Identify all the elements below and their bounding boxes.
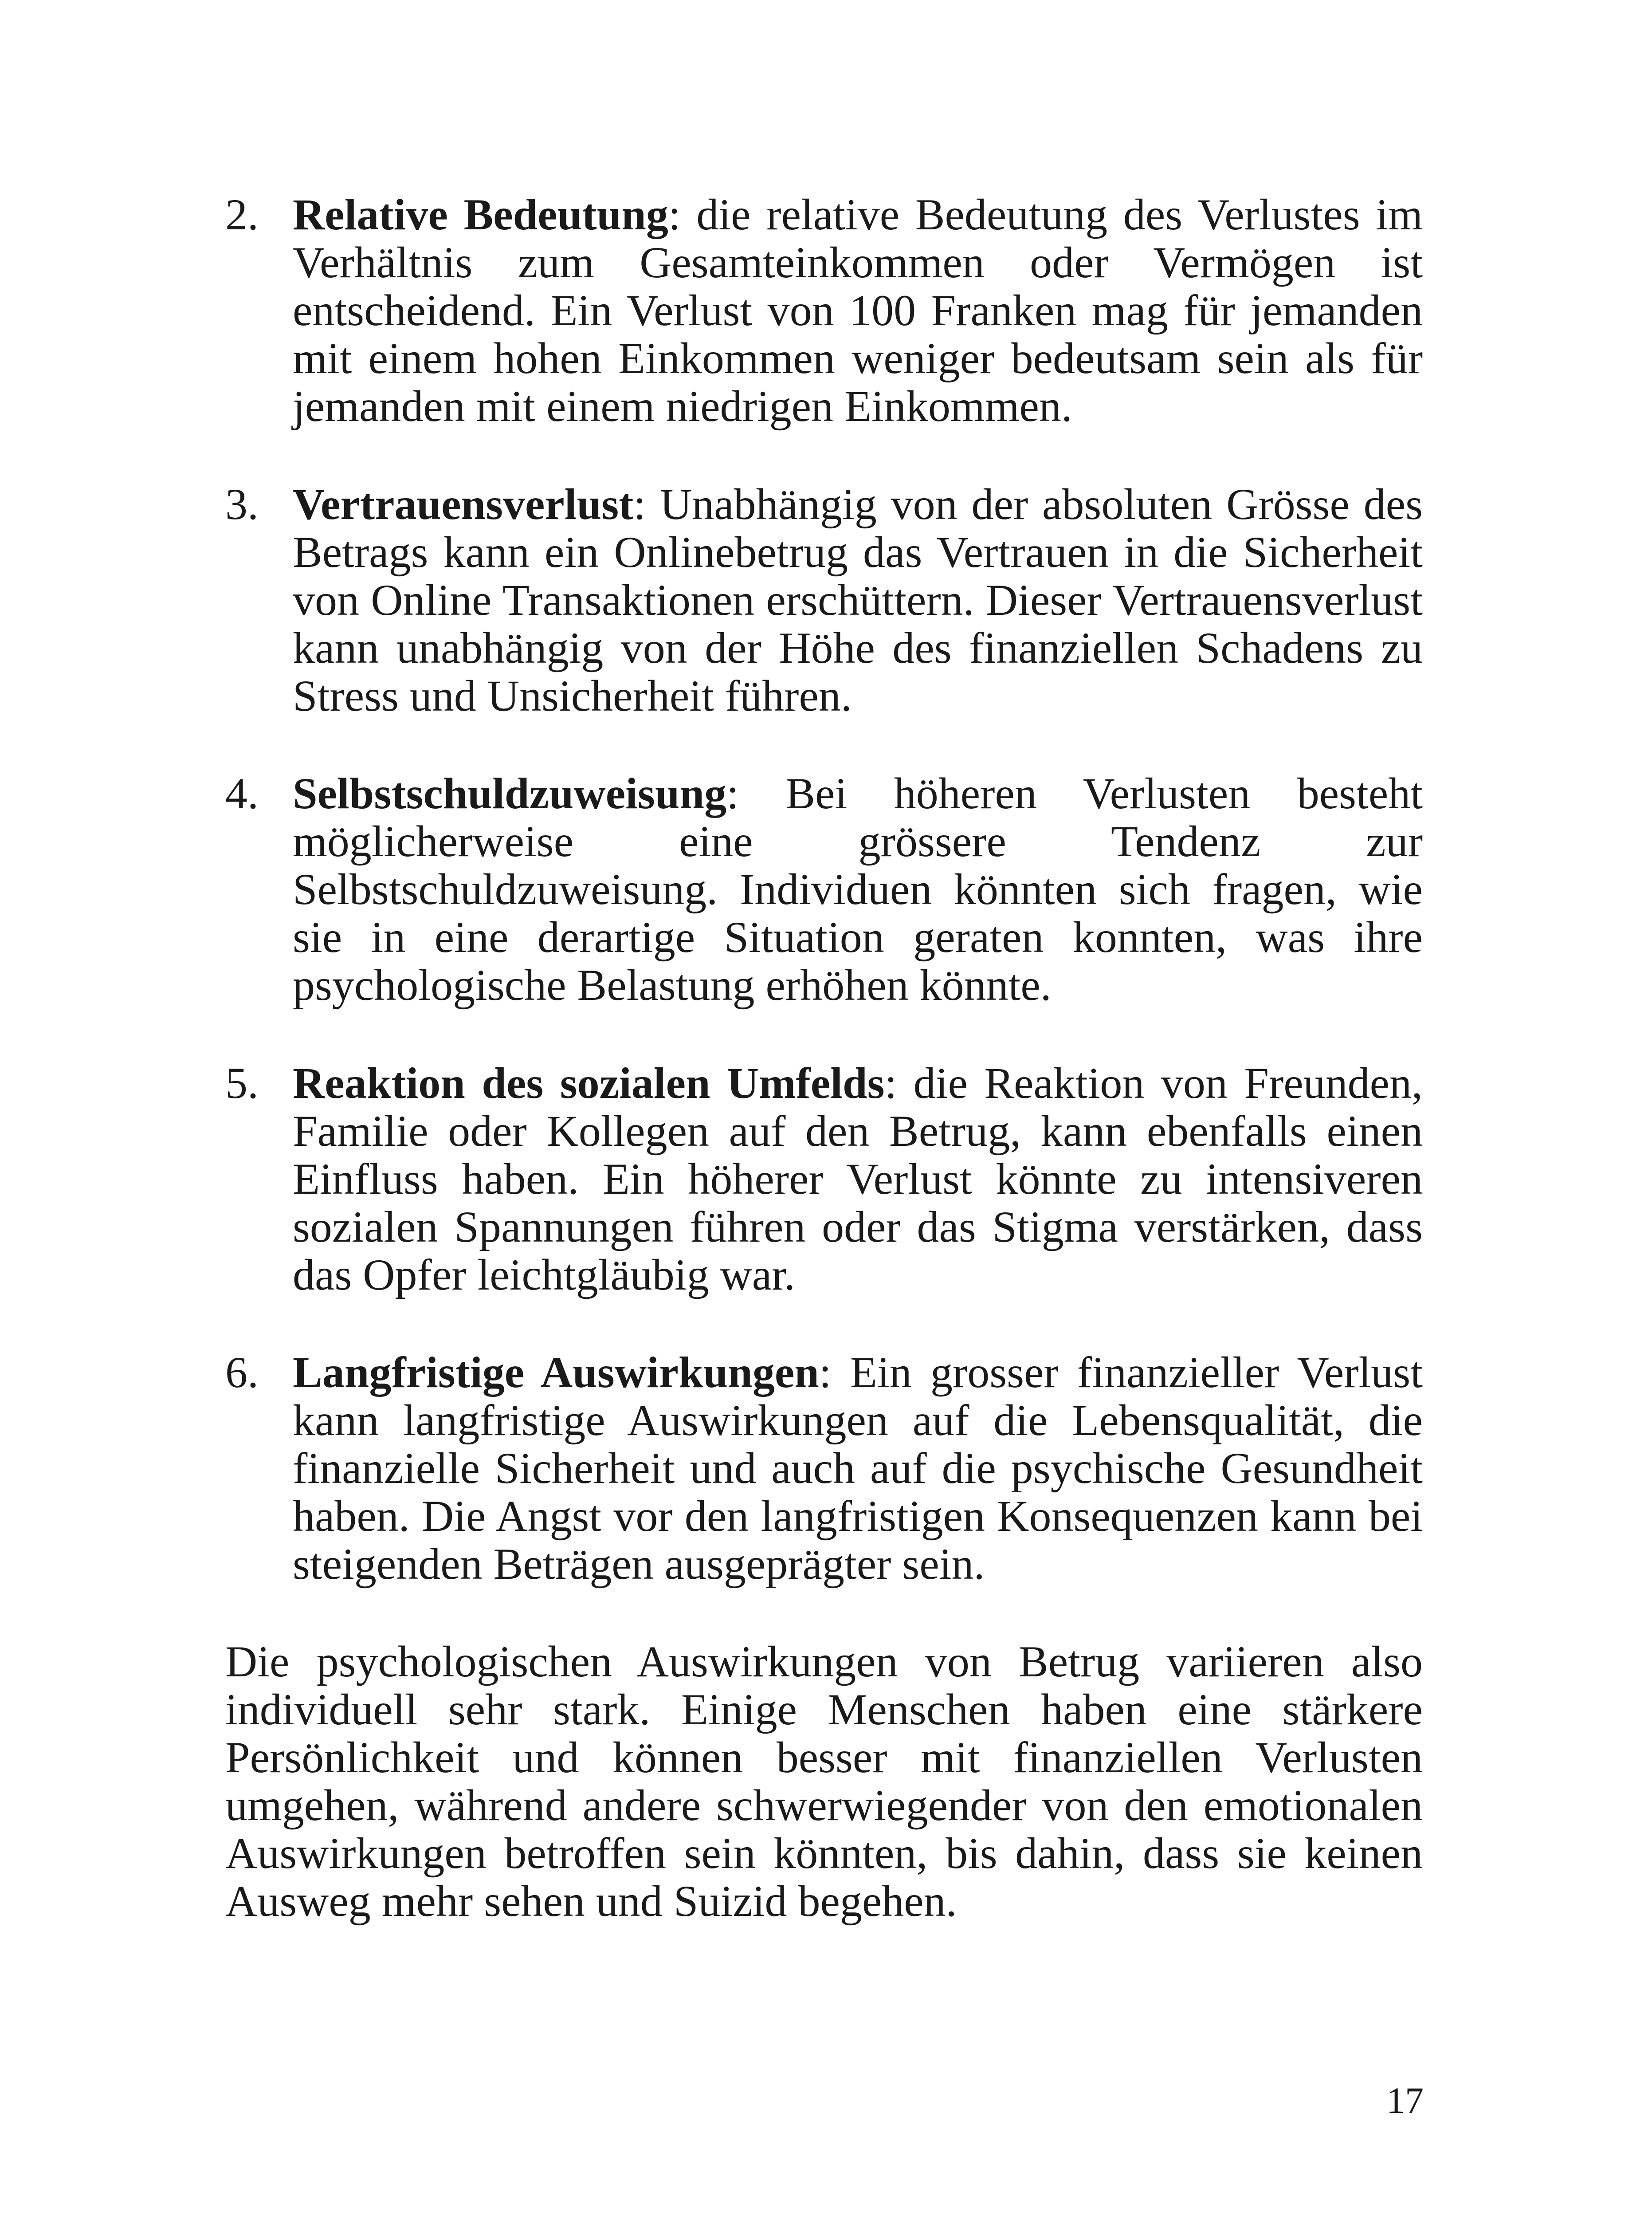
page-number: 17: [1386, 2080, 1424, 2121]
list-item-term: Langfristige Auswirkungen: [293, 1348, 819, 1397]
list-item-body: [293, 1349, 1423, 1588]
list-item-body: [293, 770, 1423, 1009]
list-item-term: Selbstschuldzuweisung: [293, 769, 727, 818]
list-item: [225, 1349, 1423, 1588]
list-item-text: : Ein grosser finanzieller Verlust kann langfristige Auswirkungen auf die Lebensqualität, die finanzielle Sicherheit und auch auf die psychische Gesundheit haben. Die Angst vor den langfristigen Konsequenzen kann bei steigenden Beträgen ausgeprägter sein.: [293, 1348, 1423, 1589]
list-item-number: 4.: [225, 769, 259, 818]
list-item-term: Relative Bedeutung: [293, 190, 668, 239]
list-item-body: [293, 191, 1423, 430]
list-item-body: [293, 480, 1423, 720]
list-item-body: [293, 1059, 1423, 1299]
list-item-text: : Unabhängig von der absoluten Grösse des Betrags kann ein Onlinebetrug das Vertrauen in die Sicherheit von Online Transaktionen erschüttern. Dieser Vertrauensverlust kann unabhängig von der Höhe des finanziellen Schadens zu Stress und Unsicherheit führen.: [293, 480, 1423, 720]
list-item-text: : Bei höheren Verlusten besteht möglicherweise eine grössere Tendenz zur Selbstschuldzuweisung. Individuen könnten sich fragen, wie sie in eine derartige Situation geraten konnten, was ihre psychologische Belastung erhöhen könnte.: [293, 769, 1423, 1010]
list-item: [225, 191, 1423, 430]
list-item-number: 3.: [225, 480, 259, 529]
list-item: [225, 480, 1423, 720]
list-item-term: Reaktion des sozialen Umfelds: [293, 1058, 885, 1108]
list-item: [225, 770, 1423, 1009]
list-item-text: : die relative Bedeutung des Verlustes im Verhältnis zum Gesamteinkommen oder Vermögen ist entscheidend. Ein Verlust von 100 Franken mag für jemanden mit einem hohen Einkommen weniger bedeutsam sein als für jemanden mit einem niedrigen Einkommen.: [293, 190, 1423, 431]
closing-paragraph: Die psychologischen Auswirkungen von Betrug variieren also individuell sehr stark. Einige Menschen haben eine stärkere Persönlichkeit und können besser mit finanziellen Verlusten umgehen, während andere schwerwiegender von den emotionalen Auswirkungen betroffen sein könnten, bis dahin, dass sie keinen Ausweg mehr sehen und Suizid begehen.: [225, 1637, 1423, 1926]
list-item: [225, 1059, 1423, 1299]
list-item-number: 5.: [225, 1058, 259, 1108]
list-item-term: Vertrauensverlust: [293, 480, 634, 529]
list-item-number: 6.: [225, 1348, 259, 1397]
list-item-text: : die Reaktion von Freunden, Familie oder Kollegen auf den Betrug, kann ebenfalls einen Einfluss haben. Ein höherer Verlust könnte zu intensiveren sozialen Spannungen führen oder das Stigma verstärken, dass das Opfer leichtgläubig war.: [293, 1058, 1423, 1299]
list-item-number: 2.: [225, 190, 259, 239]
